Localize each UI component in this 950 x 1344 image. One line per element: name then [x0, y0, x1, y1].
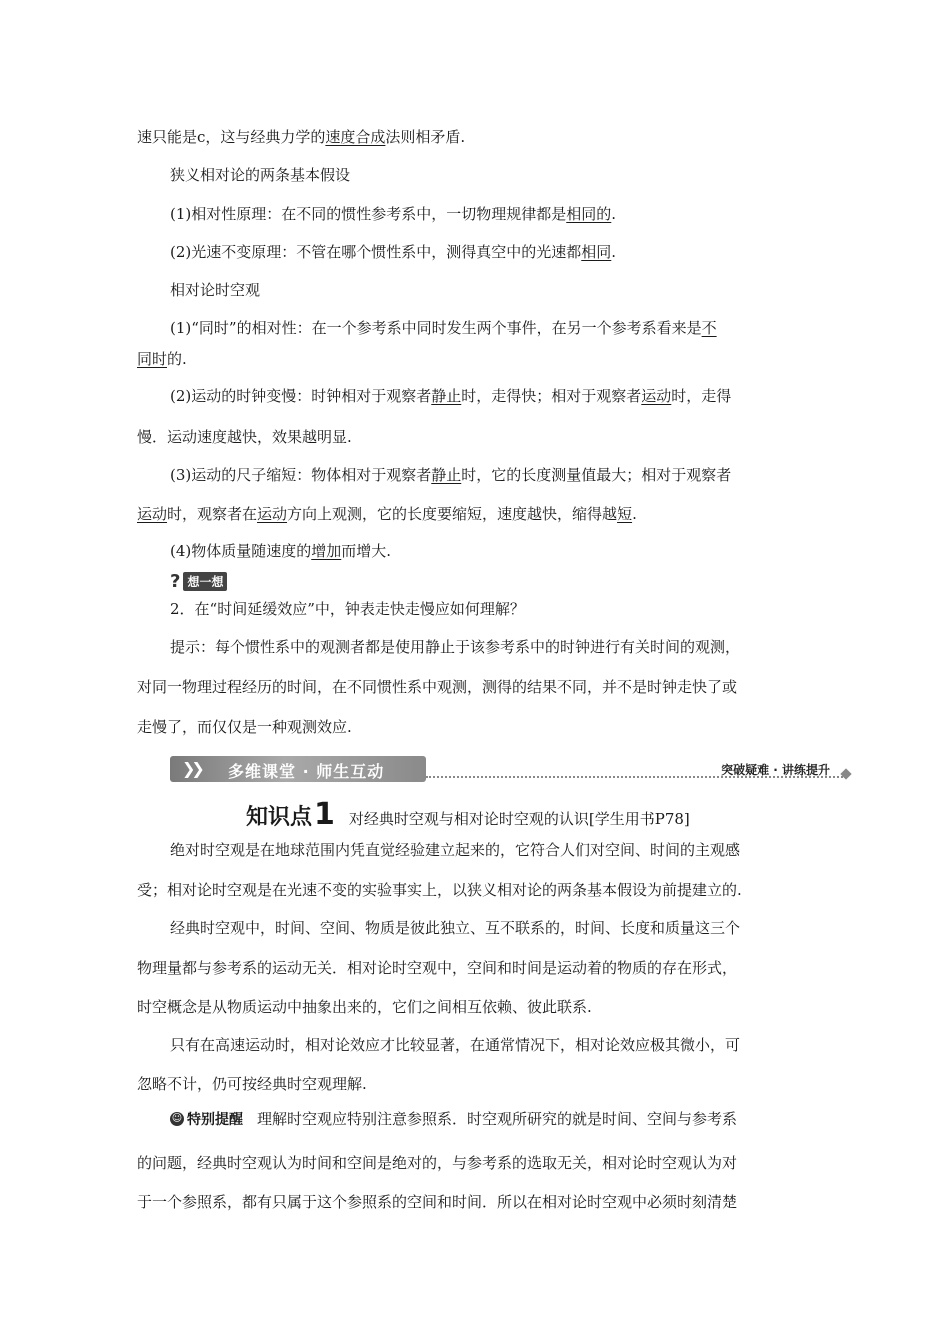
para2-line-2: 物理量都与参考系的运动无关．相对论时空观中，空间和时间是运动着的物质的存在形式， [137, 959, 738, 977]
underlined-term: 静止 [431, 466, 462, 484]
time-dilation-line-1 [170, 386, 731, 406]
knowledge-point-label: 知识点 [246, 805, 313, 830]
text: (3)运动的尺子缩短：物体相对于观察者 [170, 466, 432, 484]
special-reminder-line-1: 理解时空观应特别注意参照系．时空观所研究的就是时间、空间与参考系 [257, 1110, 738, 1128]
special-reminder [170, 1108, 737, 1129]
text: 的. [167, 350, 187, 368]
length-contraction-line-1 [170, 465, 731, 485]
text: 时，走得快；相对于观察者 [461, 387, 642, 405]
text: . [611, 205, 617, 223]
simultaneity-line-1 [170, 318, 717, 338]
underlined-term: 短 [617, 505, 633, 523]
text: (1)相对性原理：在不同的惯性参考系中，一切物理规律都是 [170, 205, 567, 223]
underlined-term: 不 [701, 319, 717, 337]
question-mark-icon: ? [170, 571, 181, 592]
underlined-term: 速度合成 [325, 128, 386, 146]
hint-line-3: 走慢了，而仅仅是一种观测效应. [137, 718, 352, 736]
knowledge-point-heading [246, 797, 690, 832]
text: (1)“同时”的相对性：在一个参考系中同时发生两个事件，在另一个参考系看来是 [170, 319, 702, 337]
hint-line-2: 对同一物理过程经历的时间，在不同惯性系中观测，测得的结果不同，并不是时钟走快了或 [137, 678, 738, 696]
text: (2)运动的时钟变慢：时钟相对于观察者 [170, 387, 432, 405]
postulate-2 [170, 242, 616, 262]
underlined-term: 增加 [311, 542, 342, 560]
underlined-term: 相同的 [566, 205, 612, 223]
think-label-text: 想一想 [183, 572, 227, 591]
para1-line-2: 受；相对论时空观是在光速不变的实验事实上，以狭义相对论的两条基本假设为前提建立的. [137, 881, 742, 899]
para1-line-1: 绝对时空观是在地球范围内凭直觉经验建立起来的，它符合人们对空间、时间的主观感 [170, 841, 741, 859]
intro-line [137, 127, 465, 147]
knowledge-point-number: 1 [314, 797, 335, 832]
time-dilation-line-2: 慢．运动速度越快，效果越明显. [137, 428, 352, 446]
special-reminder-label: 特别提醒 [187, 1111, 243, 1128]
banner-subtitle: 突破疑难 · 讲练提升 [721, 763, 830, 777]
hint-line-1: 提示：每个惯性系中的观测者都是使用静止于该参考系中的时钟进行有关时间的观测， [170, 638, 741, 656]
special-reminder-line-3: 于一个参照系，都有只属于这个参照系的空间和时间．所以在相对论时空观中必须时刻清楚 [137, 1193, 738, 1211]
length-contraction-line-2 [137, 504, 637, 524]
text: (2)光速不变原理：不管在哪个惯性系中，测得真空中的光速都 [170, 243, 582, 261]
special-reminder-line-2: 的问题，经典时空观认为时间和空间是绝对的，与参考系的选取无关，相对论时空观认为对 [137, 1154, 738, 1172]
underlined-term: 运动 [137, 505, 168, 523]
smile-icon: ☺ [171, 1112, 183, 1124]
para2-line-3: 时空概念是从物质运动中抽象出来的，它们之间相互依赖、彼此联系. [137, 998, 592, 1016]
text: 法则相矛盾. [385, 128, 466, 146]
underlined-term: 相同 [581, 243, 612, 261]
text: 时，它的长度测量值最大；相对于观察者 [461, 466, 732, 484]
text: 时，走得 [671, 387, 732, 405]
underlined-term: 运动 [641, 387, 672, 405]
underlined-term: 同时 [137, 350, 168, 368]
underlined-term: 静止 [431, 387, 462, 405]
section-banner [170, 756, 860, 782]
mass-increase [170, 541, 391, 561]
heading-postulates: 狭义相对论的两条基本假设 [170, 166, 351, 184]
para3-line-1: 只有在高速运动时，相对论效应才比较显著，在通常情况下，相对论效应极其微小，可 [170, 1036, 741, 1054]
text: . [611, 243, 617, 261]
chevron-right-icon: ❯❯ [182, 759, 201, 778]
think-label [170, 571, 227, 592]
simultaneity-line-2 [137, 349, 187, 369]
text: 速只能是c，这与经典力学的 [137, 128, 326, 146]
postulate-1 [170, 204, 616, 224]
heading-spacetime: 相对论时空观 [170, 281, 261, 299]
text: . [632, 505, 637, 523]
text: 时，观察者在 [167, 505, 258, 523]
para2-line-1: 经典时空观中，时间、空间、物质是彼此独立、互不联系的，时间、长度和质量这三个 [170, 919, 741, 937]
underlined-term: 运动 [257, 505, 288, 523]
text: 方向上观测，它的长度要缩短，速度越快，缩得越 [287, 505, 618, 523]
question-2: 2．在“时间延缓效应”中，钟表走快走慢应如何理解？ [170, 600, 525, 618]
banner-title: 多维课堂 · 师生互动 [228, 762, 385, 781]
text: 而增大. [341, 542, 392, 560]
text: (4)物体质量随速度的 [170, 542, 312, 560]
knowledge-point-description: 对经典时空观与相对论时空观的认识[学生用书P78] [348, 810, 690, 828]
para3-line-2: 忽略不计，仍可按经典时空观理解. [137, 1075, 367, 1093]
